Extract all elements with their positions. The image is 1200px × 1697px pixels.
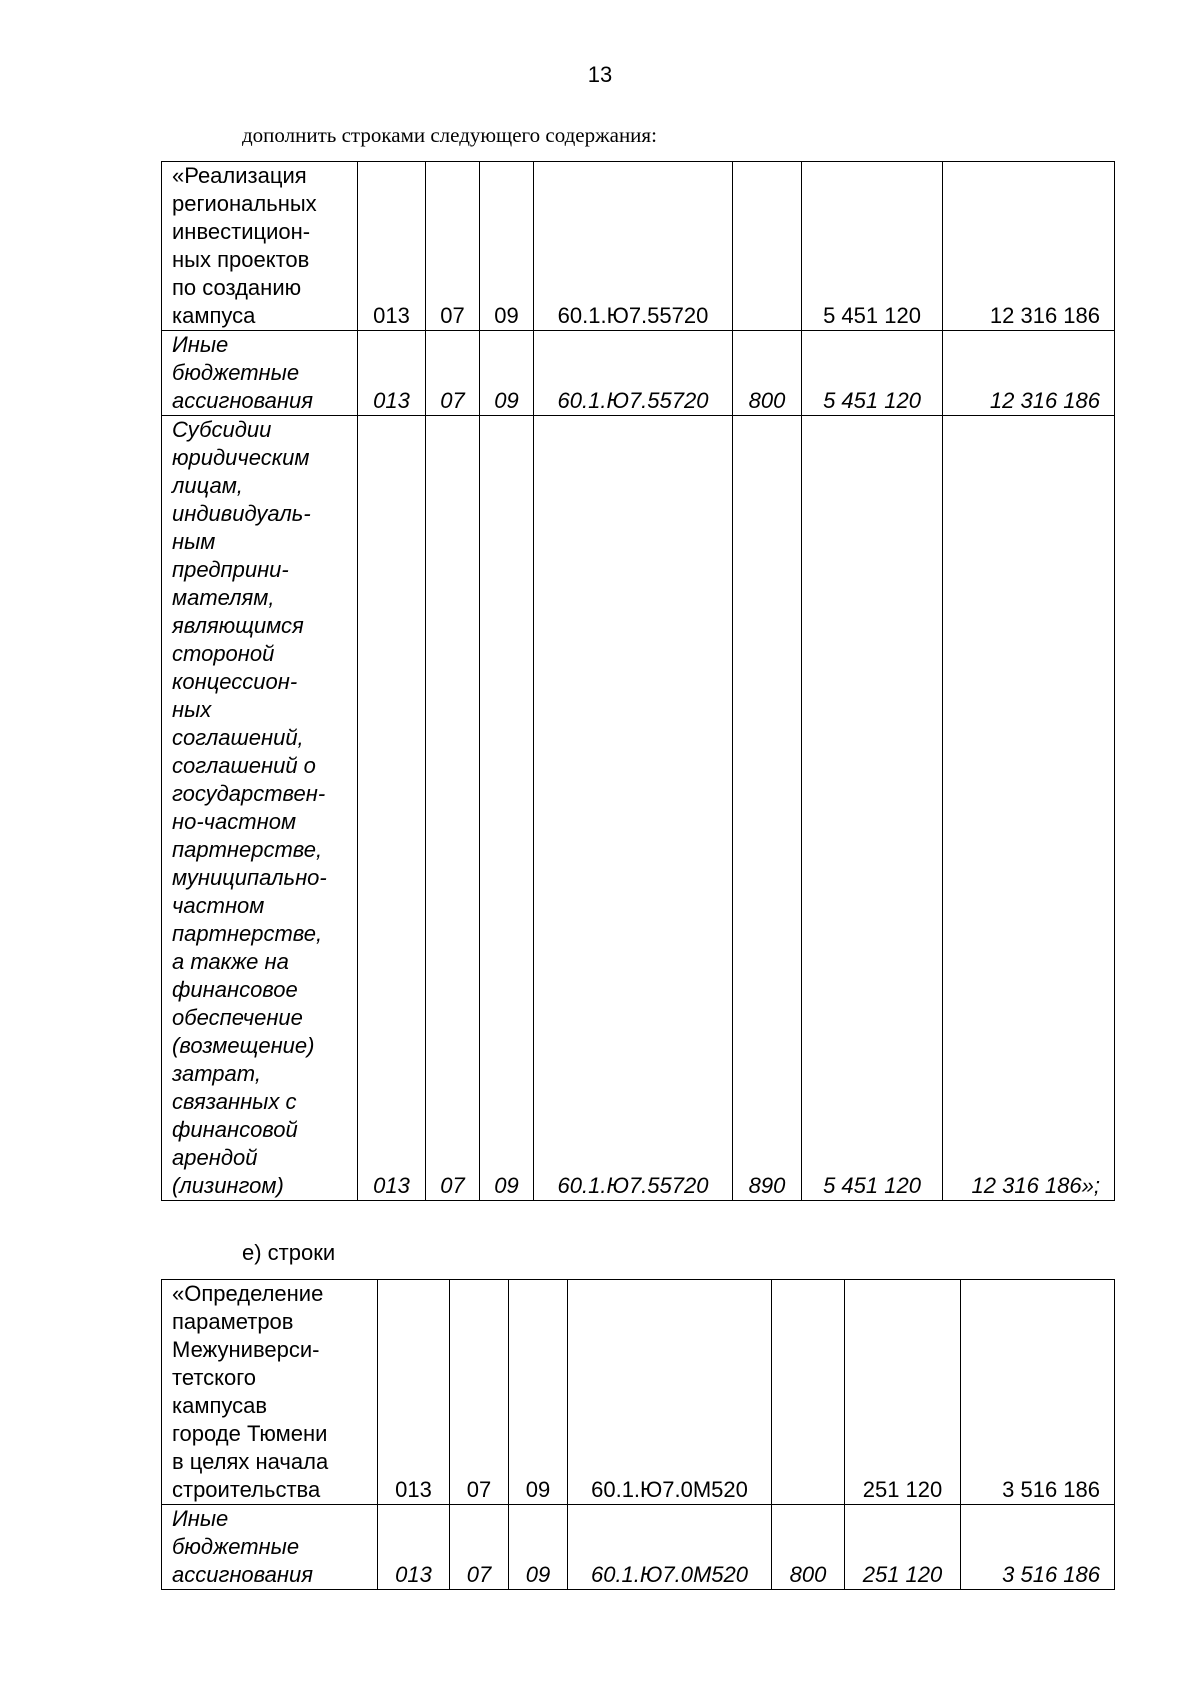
row-description <box>162 1505 378 1590</box>
amount-year1-cell: 5 451 120 <box>802 162 943 331</box>
amount-year2-cell: 3 516 186 <box>961 1280 1115 1505</box>
description-line: бюджетные <box>172 1534 300 1559</box>
description-line: являющимся <box>172 613 304 638</box>
target-item-cell: 60.1.Ю7.0М520 <box>568 1280 772 1505</box>
description-line: параметров <box>172 1309 294 1334</box>
table-row <box>162 1280 1115 1505</box>
section-code-cell: 07 <box>426 416 480 1201</box>
description-line: затрат, <box>172 1061 261 1086</box>
amount-year1-cell: 251 120 <box>845 1505 961 1590</box>
description-line: бюджетные <box>172 360 300 385</box>
description-line: ассигнования <box>172 1562 313 1587</box>
table-row <box>162 1505 1115 1590</box>
table-row <box>162 162 1115 331</box>
description-line: лицам, <box>172 473 243 498</box>
description-line: концессион- <box>172 669 298 694</box>
description-line: Иные <box>172 332 229 357</box>
description-line: соглашений, <box>172 725 304 750</box>
description-line: финансовое <box>172 977 298 1002</box>
amount-year2-cell: 12 316 186 <box>943 331 1115 416</box>
description-line: строительства <box>172 1477 321 1502</box>
description-line: государствен- <box>172 781 326 806</box>
description-line: финансовой <box>172 1117 298 1142</box>
subsection-code-cell: 09 <box>509 1505 568 1590</box>
target-item-cell: 60.1.Ю7.0М520 <box>568 1505 772 1590</box>
amount-year2-cell: 12 316 186»; <box>943 416 1115 1201</box>
description-line: партнерстве, <box>172 837 323 862</box>
table-row <box>162 416 1115 1201</box>
budget-table-1 <box>161 161 1115 1201</box>
description-line: кампусав <box>172 1393 268 1418</box>
description-line: муниципально- <box>172 865 327 890</box>
description-line: по созданию <box>172 275 302 300</box>
description-line: городе Тюмени <box>172 1421 328 1446</box>
description-line: связанных с <box>172 1089 297 1114</box>
ministry-code-cell: 013 <box>378 1505 450 1590</box>
description-line: ассигнования <box>172 388 313 413</box>
description-line: «Определение <box>172 1281 324 1306</box>
amount-year1-cell: 251 120 <box>845 1280 961 1505</box>
description-line: партнерстве, <box>172 921 323 946</box>
expense-type-cell <box>772 1280 845 1505</box>
section-code-cell: 07 <box>450 1505 509 1590</box>
target-item-cell: 60.1.Ю7.55720 <box>534 331 733 416</box>
description-line: стороной <box>172 641 275 666</box>
description-line: ным <box>172 529 216 554</box>
section-label: е) строки <box>242 1240 336 1265</box>
section-code-cell: 07 <box>426 331 480 416</box>
subsection-code-cell: 09 <box>480 331 534 416</box>
description-line: но-частном <box>172 809 297 834</box>
subsection-code-cell: 09 <box>509 1280 568 1505</box>
description-line: мателям, <box>172 585 275 610</box>
row-description <box>162 416 358 1201</box>
row-description <box>162 331 358 416</box>
description-line: арендой <box>172 1145 258 1170</box>
table-row <box>162 331 1115 416</box>
expense-type-cell <box>733 162 802 331</box>
description-line: предприни- <box>172 557 289 582</box>
target-item-cell: 60.1.Ю7.55720 <box>534 162 733 331</box>
expense-type-cell: 800 <box>772 1505 845 1590</box>
ministry-code-cell: 013 <box>358 416 426 1201</box>
row-description <box>162 1280 378 1505</box>
ministry-code-cell: 013 <box>378 1280 450 1505</box>
description-line: региональных <box>172 191 317 216</box>
target-item-cell: 60.1.Ю7.55720 <box>534 416 733 1201</box>
intro-text: дополнить строками следующего содержания: <box>242 123 657 147</box>
description-line: юридическим <box>172 445 310 470</box>
description-line: Субсидии <box>172 417 272 442</box>
expense-type-cell: 890 <box>733 416 802 1201</box>
amount-year1-cell: 5 451 120 <box>802 331 943 416</box>
page-number: 13 <box>587 62 613 87</box>
description-line: кампуса <box>172 303 256 328</box>
amount-year2-cell: 12 316 186 <box>943 162 1115 331</box>
description-line: соглашений о <box>172 753 316 778</box>
description-line: ных проектов <box>172 247 310 272</box>
amount-year2-cell: 3 516 186 <box>961 1505 1115 1590</box>
description-line: в целях начала <box>172 1449 329 1474</box>
description-line: (возмещение) <box>172 1033 315 1058</box>
description-line: Межуниверси- <box>172 1337 320 1362</box>
ministry-code-cell: 013 <box>358 331 426 416</box>
description-line: ных <box>172 697 212 722</box>
description-line: тетского <box>172 1365 257 1390</box>
subsection-code-cell: 09 <box>480 416 534 1201</box>
description-line: «Реализация <box>172 163 307 188</box>
description-line: (лизингом) <box>172 1173 284 1198</box>
amount-year1-cell: 5 451 120 <box>802 416 943 1201</box>
budget-table-2 <box>161 1279 1115 1590</box>
description-line: частном <box>172 893 265 918</box>
section-code-cell: 07 <box>426 162 480 331</box>
description-line: инвестицион- <box>172 219 311 244</box>
description-line: индивидуаль- <box>172 501 311 526</box>
description-line: Иные <box>172 1506 229 1531</box>
description-line: а также на <box>172 949 289 974</box>
section-code-cell: 07 <box>450 1280 509 1505</box>
row-description <box>162 162 358 331</box>
subsection-code-cell: 09 <box>480 162 534 331</box>
ministry-code-cell: 013 <box>358 162 426 331</box>
description-line: обеспечение <box>172 1005 303 1030</box>
expense-type-cell: 800 <box>733 331 802 416</box>
